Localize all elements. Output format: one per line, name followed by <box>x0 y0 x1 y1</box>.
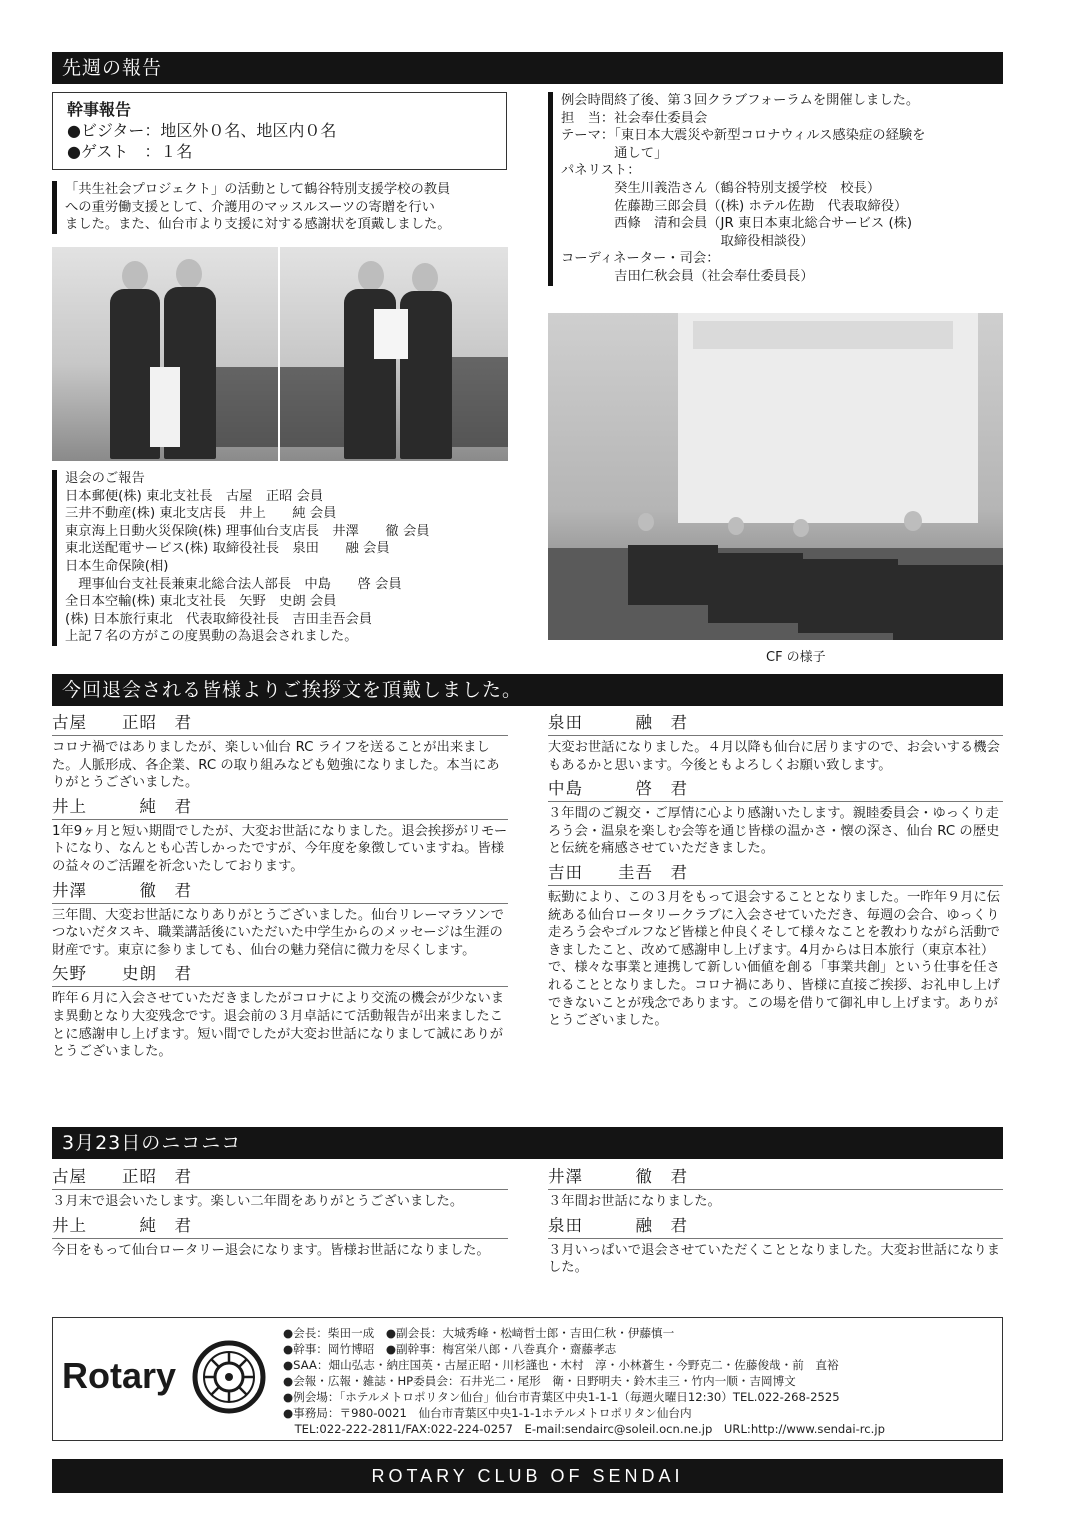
resign-line: 東北送配電サービス(株) 取締役社長 泉田 融 会員 <box>65 541 390 557</box>
member-message: 転勤により、この３月をもって退会することとなりました。一昨年９月に伝統ある仙台ロータリークラブに入会させていただき、毎週の会合、ゆっくり走ろう会やゴルフなど皆様と仲良くそして様々なことを教わりながら活動できましたこと、改めて感謝申し上げます。4月からは日本旅行（東京本社）で、様々な事業と連携して新しい価値を創る「事業共創」という仕事を任されることとなりました。コロナ禍にあり、皆様に直接ご挨拶、お礼申し上げできないことが残念であります。この場を借りて御礼申し上げます。ありがとうございました。 <box>548 889 1001 1029</box>
member-message: 今日をもって仙台ロータリー退会になります。皆様お世話になりました。 <box>52 1242 490 1258</box>
footer-line: ●会報・広報・雑誌・HP委員会：石井光二・尾形 衛・日野明夫・鈴木圭三・竹内一顺・吉岡博文 <box>283 1374 796 1388</box>
club-forum-report <box>548 92 1004 286</box>
member-name: 矢野 史朗 君 <box>52 963 508 987</box>
resignation-report <box>52 470 508 646</box>
footer-line: ●会長：柴田一成 ●副会長：大城秀峰・松﨑哲士郎・吉田仁秋・伊藤慎一 <box>283 1326 675 1340</box>
forum-line: 佐藤勘三郎会員（(株) ホテル佐勘 代表取締役） <box>561 198 908 214</box>
club-forum-photo <box>548 313 1003 640</box>
farewell-left-column <box>52 712 508 1065</box>
donation-photo-left <box>52 247 278 461</box>
footer-line: ●事務局：〒980-0021 仙台市青葉区中央1-1-1ホテルメトロポリタン仙台内 <box>283 1406 692 1420</box>
member-name: 古屋 正昭 君 <box>52 712 508 736</box>
club-name-banner: ROTARY CLUB OF SENDAI <box>52 1459 1003 1493</box>
member-message: コロナ禍ではありましたが、楽しい仙台 RC ライフを送ることが出来ました。人脈形成、各企業、RC の取り組みなども勉強になりました。本当にありがとうございました。 <box>52 740 500 791</box>
footer-line: ●幹事：岡竹博昭 ●副幹事：梅宮栄八郎・八巻真介・齋藤孝志 <box>283 1342 617 1356</box>
resign-line: 東京海上日動火災保険(株) 理事仙台支店長 井澤 徹 会員 <box>65 523 430 539</box>
member-name: 吉田 圭吾 君 <box>548 862 1003 886</box>
member-message: ３年間のご親交・ご厚情に心より感謝いたします。親睦委員会・ゆっくり走ろう会・温泉を楽しむ会等を通じ皆様の温かさ・懐の深さ、仙台 RC の歴史と伝統を痛感させていただきました。 <box>548 806 1000 857</box>
forum-line: テーマ：「東日本大震災や新型コロナウィルス感染症の経験を <box>561 128 926 144</box>
forum-line: パネリスト： <box>561 163 641 179</box>
resign-line: 全日本空輸(株) 東北支社長 矢野 史朗 会員 <box>65 594 337 610</box>
footer-line: ●例会場：「ホテルメトロポリタン仙台」仙台市青葉区中央1-1-1（毎週火曜日12:30）TEL.022-268-2525 <box>283 1390 840 1404</box>
club-officers <box>283 1325 885 1437</box>
forum-line: 例会時間終了後、第３回クラブフォーラムを開催しました。 <box>561 93 920 108</box>
resign-line: 上記７名の方がこの度異動の為退会されました。 <box>65 629 358 645</box>
section-header-nikoniko: 3月23日のニコニコ <box>52 1127 1003 1159</box>
resign-line: 退会のご報告 <box>65 471 145 486</box>
member-name: 井上 純 君 <box>52 796 508 820</box>
kyosei-paragraph <box>52 181 508 234</box>
member-name: 古屋 正昭 君 <box>52 1166 508 1190</box>
member-message: ３月末で退会いたします。楽しい二年間をありがとうございました。 <box>52 1194 464 1209</box>
member-name: 井澤 徹 君 <box>52 880 508 904</box>
donation-photo-right <box>280 247 508 461</box>
resign-line: 日本郵便(株) 東北支社長 古屋 正昭 会員 <box>65 488 324 504</box>
forum-line: 癸生川義浩さん（鶴谷特別支援学校 校長） <box>561 180 881 196</box>
section-header-last-week: 先週の報告 <box>52 52 1003 84</box>
visitor-count: ●ビジター：地区外０名、地区内０名 <box>67 121 337 140</box>
kyosei-line: 「共生社会プロジェクト」の活動として鶴谷特別支援学校の教員 <box>65 182 451 197</box>
member-name: 井上 純 君 <box>52 1215 508 1239</box>
resign-line: 日本生命保険(相) <box>65 558 169 574</box>
forum-line: 西條 清和会員（JR 東日本東北総合サービス (株) <box>561 216 913 232</box>
member-message: ３月いっぱいで退会させていただくこととなりました。大変お世話になりました。 <box>548 1242 1001 1276</box>
nikoniko-right-column <box>548 1166 1003 1281</box>
photo-caption: CF の様子 <box>766 650 826 665</box>
member-name: 泉田 融 君 <box>548 712 1003 736</box>
forum-line: 吉田仁秋会員（社会奉仕委員長） <box>561 268 814 284</box>
member-name: 井澤 徹 君 <box>548 1166 1003 1190</box>
member-name: 中島 啓 君 <box>548 778 1003 802</box>
member-message: 昨年６月に入会させていただきましたがコロナにより交流の機会が少ないまま異動となり大変残念です。退会前の３月卓話にて活動報告が出来ましたことに感謝申し上げます。短い間でしたが大変お世話になりまして誠にありがとうございました。 <box>52 991 505 1060</box>
footer-line: ●SAA：畑山弘志・納庄国英・古屋正昭・川杉謹也・木村 淳・小林蒼生・今野克二・佐藤俊哉・前 直裕 <box>283 1358 839 1372</box>
resign-line: 三井不動産(株) 東北支店長 井上 純 会員 <box>65 506 337 522</box>
member-message: 1年9ヶ月と短い期間でしたが、大変お世話になりました。退会挨拶がリモートになり、なんとも心苦しかったですが、今年度を象徴していますね。皆様の益々のご活躍を祈念いたしております。 <box>52 823 508 874</box>
member-message: 三年間、大変お世話になりありがとうございました。仙台リレーマラソンでつないだタスキ、職業講話後にいただいた中学生からのメッセージは生涯の財産です。東京に参りましても、仙台の魅力発信に微力を尽くします。 <box>52 907 505 958</box>
secretary-title: 幹事報告 <box>67 100 132 119</box>
farewell-right-column <box>548 712 1003 1034</box>
forum-line: 通して」 <box>561 145 668 161</box>
kyosei-line: への重労働支援として、介護用のマッスルスーツの寄贈を行い <box>65 199 435 215</box>
guest-count: ●ゲスト ：１名 <box>67 142 193 161</box>
resign-line: 理事仙台支社長兼東北総合法人部長 中島 啓 会員 <box>65 576 402 592</box>
resign-line: (株) 日本旅行東北 代表取締役社長 吉田圭吾会員 <box>65 611 373 627</box>
member-message: 大変お世話になりました。４月以降も仙台に居りますので、お会いする機会もあるかと思います。今後ともよろしくお願い致します。 <box>548 740 1000 773</box>
rotary-logo-word: Rotary <box>62 1355 177 1396</box>
forum-line: コーディネーター・司会： <box>561 251 720 267</box>
nikoniko-left-column <box>52 1166 508 1263</box>
rotary-wheel-icon <box>192 1340 266 1414</box>
forum-line: 担 当：社会奉仕委員会 <box>561 110 708 126</box>
member-message: ３年間お世話になりました。 <box>548 1194 721 1209</box>
kyosei-line: ました。また、仙台市より支援に対する感謝状を頂戴しました。 <box>65 217 451 233</box>
section-header-farewell: 今回退会される皆様よりご挨拶文を頂戴しました。 <box>52 674 1003 706</box>
secretary-report-box <box>52 92 507 170</box>
footer-line: TEL:022-222-2811/FAX:022-224-0257 E-mail:sendairc@soleil.ocn.ne.jp URL:http://www.sendai-rc.jp <box>283 1422 885 1436</box>
forum-line: 取締役相談役） <box>561 233 814 249</box>
member-name: 泉田 融 君 <box>548 1215 1003 1239</box>
